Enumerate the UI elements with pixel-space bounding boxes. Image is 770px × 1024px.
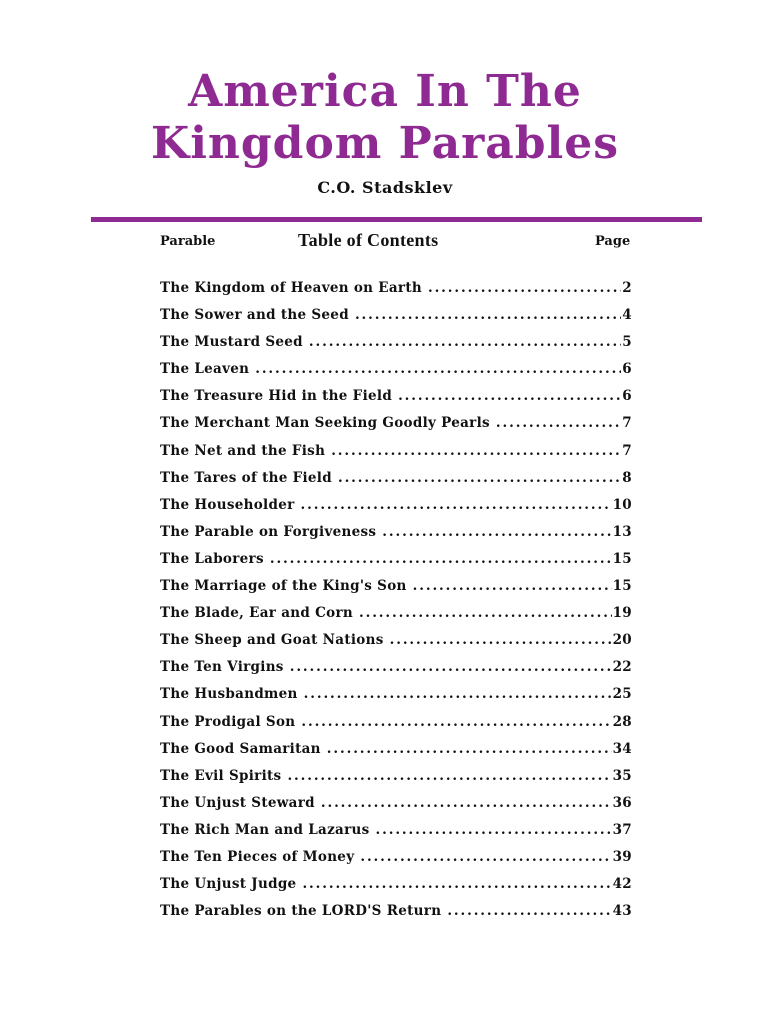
document-title	[0, 66, 770, 170]
toc-entry-page: 43	[612, 903, 632, 920]
toc-entry-page: 7	[622, 442, 632, 459]
toc-entry-page: 10	[612, 496, 632, 513]
toc-entry[interactable]	[160, 714, 632, 741]
toc-entry-title: The Ten Virgins	[160, 659, 284, 676]
toc-entry-page: 22	[612, 659, 632, 676]
dot-leader	[304, 686, 612, 702]
toc-entry[interactable]	[160, 470, 632, 497]
toc-entry-page: 6	[622, 361, 632, 378]
toc-entry-title: The Good Samaritan	[160, 740, 321, 757]
toc-entry-title: The Treasure Hid in the Field	[160, 388, 393, 405]
dot-leader	[321, 795, 612, 811]
toc-entry[interactable]	[160, 686, 632, 713]
dot-leader	[360, 849, 611, 865]
toc-entry-page: 8	[622, 469, 632, 486]
dot-leader	[331, 443, 621, 459]
toc-entry-page: 36	[612, 794, 632, 811]
dot-leader	[496, 415, 621, 431]
toc-entry-title: The Mustard Seed	[160, 334, 303, 351]
toc-entry-title: The Unjust Judge	[160, 876, 297, 893]
toc-entry[interactable]	[160, 551, 632, 578]
toc-entry-page: 42	[612, 876, 632, 893]
toc-entry[interactable]	[160, 361, 632, 388]
toc-entry-title: The Householder	[160, 496, 295, 513]
dot-leader	[309, 334, 621, 350]
dot-leader	[301, 497, 612, 513]
toc-entry-page: 6	[622, 388, 632, 405]
column-header-parable: Parable	[160, 234, 216, 249]
toc-entry-title: The Sheep and Goat Nations	[160, 632, 384, 649]
dot-leader	[270, 551, 612, 567]
dot-leader	[338, 470, 621, 486]
toc-entry-title: The Evil Spirits	[160, 767, 282, 784]
toc-entry-title: The Parable on Forgiveness	[160, 523, 377, 540]
toc-entry-title: The Rich Man and Lazarus	[160, 821, 370, 838]
table-of-contents	[160, 280, 632, 930]
toc-entry-page: 37	[612, 821, 632, 838]
toc-entry[interactable]	[160, 795, 632, 822]
toc-entry[interactable]	[160, 741, 632, 768]
toc-entry-page: 7	[622, 415, 632, 432]
toc-entry-page: 20	[612, 632, 632, 649]
toc-entry-title: The Net and the Fish	[160, 442, 326, 459]
author-name: C.O. Stadsklev	[317, 178, 453, 197]
toc-entry[interactable]	[160, 334, 632, 361]
toc-entry-title: The Unjust Steward	[160, 794, 315, 811]
dot-leader	[390, 632, 612, 648]
toc-entry[interactable]	[160, 280, 632, 307]
toc-entry-page: 13	[612, 523, 632, 540]
title-line-2: Kingdom Parables	[150, 118, 620, 169]
dot-leader	[382, 524, 611, 540]
toc-entry[interactable]	[160, 443, 632, 470]
dot-leader	[447, 903, 611, 919]
toc-entry-page: 34	[612, 740, 632, 757]
toc-entry-page: 19	[612, 605, 632, 622]
title-line-1: America In The	[188, 66, 582, 117]
toc-entry-title: The Marriage of the King's Son	[160, 578, 407, 595]
toc-entry-title: The Merchant Man Seeking Goodly Pearls	[160, 415, 490, 432]
toc-entry-title: The Blade, Ear and Corn	[160, 605, 353, 622]
toc-entry-page: 15	[612, 578, 632, 595]
column-header-page: Page	[595, 234, 631, 249]
toc-entry-title: The Husbandmen	[160, 686, 298, 703]
toc-entry[interactable]	[160, 822, 632, 849]
toc-entry-title: The Ten Pieces of Money	[160, 848, 355, 865]
toc-entry-page: 2	[622, 280, 632, 296]
toc-entry-title: The Tares of the Field	[160, 469, 332, 486]
toc-entry[interactable]	[160, 659, 632, 686]
toc-entry[interactable]	[160, 307, 632, 334]
toc-entry-page: 35	[612, 767, 632, 784]
dot-leader	[413, 578, 612, 594]
toc-entry-page: 28	[612, 713, 632, 730]
dot-leader	[355, 307, 621, 323]
toc-entry-title: The Leaven	[160, 361, 250, 378]
toc-entry[interactable]	[160, 632, 632, 659]
dot-leader	[301, 714, 611, 730]
toc-entry[interactable]	[160, 903, 632, 930]
toc-entry[interactable]	[160, 497, 632, 524]
dot-leader	[398, 388, 621, 404]
dot-leader	[290, 659, 612, 675]
toc-entry[interactable]	[160, 876, 632, 903]
toc-entry-page: 25	[612, 686, 632, 703]
toc-entry-page: 15	[612, 550, 632, 567]
toc-entry-page: 39	[612, 848, 632, 865]
dot-leader	[428, 280, 621, 296]
dot-leader	[376, 822, 612, 838]
toc-entry-title: The Sower and the Seed	[160, 307, 349, 324]
toc-entry-page: 5	[622, 334, 632, 351]
toc-entry-page: 4	[622, 307, 632, 324]
toc-heading: Table of Contents	[298, 230, 439, 250]
toc-entry[interactable]	[160, 388, 632, 415]
toc-entry-title: The Prodigal Son	[160, 713, 296, 730]
toc-entry[interactable]	[160, 849, 632, 876]
toc-entry[interactable]	[160, 578, 632, 605]
toc-entry[interactable]	[160, 524, 632, 551]
dot-leader	[359, 605, 612, 621]
dot-leader	[327, 741, 612, 757]
header-divider	[91, 217, 702, 222]
toc-entry-title: The Parables on the LORD'S Return	[160, 903, 442, 920]
dot-leader	[302, 876, 611, 892]
toc-entry-title: The Kingdom of Heaven on Earth	[160, 280, 422, 296]
toc-entry[interactable]	[160, 605, 632, 632]
dot-leader	[287, 768, 611, 784]
toc-entry-title: The Laborers	[160, 550, 264, 567]
toc-entry[interactable]	[160, 768, 632, 795]
dot-leader	[255, 361, 621, 377]
toc-entry[interactable]	[160, 415, 632, 442]
